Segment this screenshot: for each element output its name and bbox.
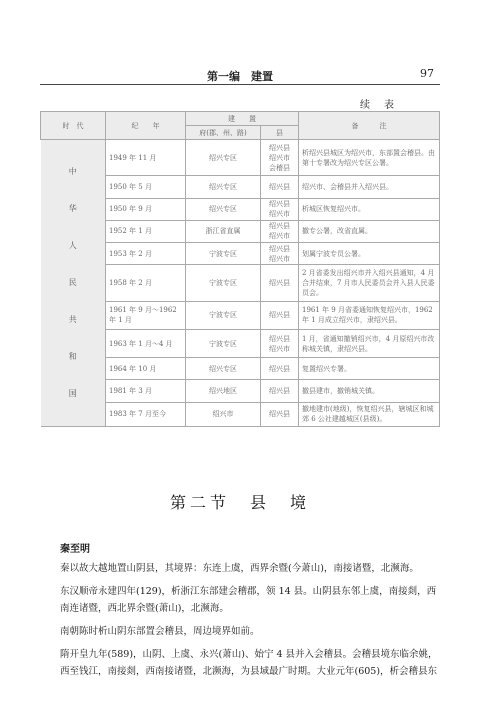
date-cell: 1983 年 7 月至今 [106,402,186,426]
section-title: 第二节 县 境 [169,493,310,512]
era-cell [41,140,106,427]
fu-cell: 绍兴地区 [186,380,261,402]
note-cell: 析城区恢复绍兴市。 [299,198,440,220]
date-cell: 1981 年 3 月 [106,380,186,402]
header-era: 时 代 [41,112,106,140]
fu-cell: 绍兴专区 [186,176,261,198]
note-cell: 1961 年 9 月省委通知恢复绍兴市，1962 年 1 月成立绍兴市，隶绍兴县。 [299,301,440,329]
note-cell: 析绍兴县城区为绍兴市，东部置会稽县。由第十专署改为绍兴专区公署。 [299,140,440,176]
xian-cell: 绍兴县 绍兴市 [261,198,299,220]
xian-cell: 绍兴县 绍兴市 会稽县 [261,140,299,176]
era-char: 华 [68,204,77,213]
fu-cell: 宁波专区 [186,243,261,265]
fu-cell: 宁波专区 [186,265,261,301]
page-header [40,66,440,85]
date-cell: 1949 年 11 月 [106,140,186,176]
xian-cell: 绍兴县 绍兴市 [261,220,299,242]
header-xian: 县 [261,126,299,140]
header-fu: 府(郡、州、路) [186,126,261,140]
xian-cell: 绍兴县 [261,176,299,198]
note-cell: 1 月，省通知撤销绍兴市，4 月原绍兴市改称城关镇，隶绍兴县。 [299,329,440,357]
date-cell: 1952 年 1 月 [106,220,186,242]
fu-cell: 浙江省直属 [186,220,261,242]
note-cell: 撤地建市(地级)，恢复绍兴县，辖城区和城郊 6 公社建越城区(县级)。 [299,402,440,426]
xian-cell: 绍兴县 绍兴市 [261,243,299,265]
note-cell: 撤县建市，撤销城关镇。 [299,380,440,402]
xian-cell: 绍兴县 [261,301,299,329]
xian-cell: 绍兴县 [261,402,299,426]
header-note: 备 注 [299,112,440,140]
chapter-title: 第一编 建置 [207,70,273,83]
paragraph: 南朝陈时析山阴东部置会稽县，周边境界如前。 [60,626,260,637]
era-char: 共 [68,315,77,324]
paragraph: 东汉顺帝永建四年(129)，析浙江东部建会稽郡，领 14 县。山阴县东邻上虞，南接剡，西南连诸暨，西北界余暨(萧山)，北濒海。 [60,586,437,614]
note-cell: 绍兴市、会稽县并入绍兴县。 [299,176,440,198]
date-cell: 1950 年 9 月 [106,198,186,220]
header-jianzhi: 建 置 [186,112,299,126]
era-char: 和 [68,352,77,361]
era-char: 民 [68,278,77,287]
date-cell: 1963 年 1 月～4 月 [106,329,186,357]
xian-cell: 绍兴县 [261,358,299,380]
note-cell: 撤专公署，改省直属。 [299,220,440,242]
era-char: 国 [68,389,77,398]
xian-cell: 绍兴县 [261,265,299,301]
note-cell: 复置绍兴专署。 [299,358,440,380]
fu-cell: 绍兴专区 [186,140,261,176]
era-heading: 秦至明 [60,544,90,555]
note-cell: 2 月省委发出绍兴市并入绍兴县通知，4 月合并结束，7 月市人民委员会并入县人民委员会。 [299,265,440,301]
paragraph: 隋开皇九年(589)，山阴、上虞、永兴(萧山)、始宁 4 县并入会稽县。会稽县境东临余姚，西至钱江，南接剡，西南接诸暨，北濒海，为县域最广时期。大业元年(605)，析会稽县东 [60,649,438,677]
xian-cell: 绍兴县 绍兴市 [261,329,299,357]
header-date: 纪 年 [106,112,186,140]
fu-cell: 绍兴市 [186,402,261,426]
jianzhi-table [40,111,440,427]
date-cell: 1953 年 2 月 [106,243,186,265]
section-body [60,540,445,686]
fu-cell: 宁波专区 [186,329,261,357]
fu-cell: 绍兴专区 [186,358,261,380]
note-cell: 划属宁波专员公署。 [299,243,440,265]
fu-cell: 宁波专区 [186,301,261,329]
paragraph: 秦以故大越地置山阴县，其境界：东连上虞，西界余暨(今萧山)，南接诸暨，北濒海。 [60,563,419,574]
table-row [41,140,440,176]
date-cell: 1964 年 10 月 [106,358,186,380]
era-char: 人 [68,241,77,250]
xian-cell: 绍兴县 [261,380,299,402]
table-continued-label: 续 表 [360,100,396,111]
fu-cell: 绍兴专区 [186,198,261,220]
era-char: 中 [68,167,77,176]
date-cell: 1961 年 9 月～1962 年 1 月 [106,301,186,329]
date-cell: 1950 年 5 月 [106,176,186,198]
date-cell: 1958 年 2 月 [106,265,186,301]
page-number: 97 [420,67,434,80]
